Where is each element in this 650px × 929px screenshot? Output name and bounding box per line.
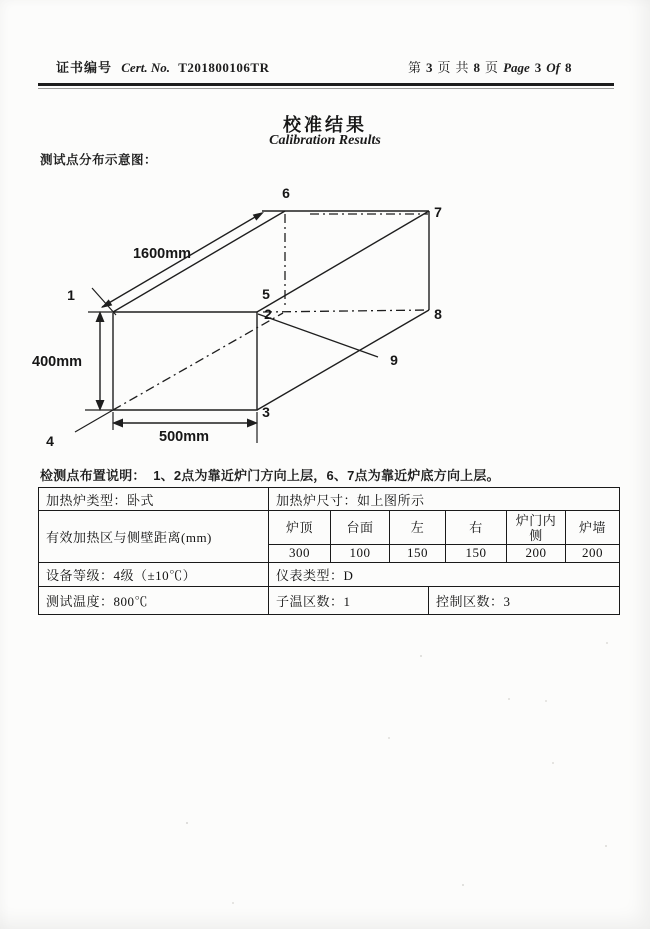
point-label-8: 8 xyxy=(434,306,442,322)
point-label-3: 3 xyxy=(262,404,270,420)
page-char: 页 xyxy=(485,60,499,75)
dimension-500 xyxy=(112,412,258,443)
diagram-caption: 测试点分布示意图： xyxy=(40,153,158,167)
page-total: 8 xyxy=(473,60,481,75)
column-value: 150 xyxy=(407,545,428,560)
arrowhead xyxy=(112,419,123,428)
scan-noise xyxy=(420,655,422,657)
page-char: 页 xyxy=(437,60,451,75)
column-value: 150 xyxy=(465,545,487,560)
cert-label-en: Cert. No. xyxy=(121,60,171,75)
table-row xyxy=(39,563,619,587)
arrowhead xyxy=(101,299,112,308)
point-label-4: 4 xyxy=(46,433,54,449)
column-value: 200 xyxy=(525,545,547,560)
column-furnace-wall xyxy=(566,511,619,562)
page-number: 3 xyxy=(426,60,433,75)
page-number-line xyxy=(408,57,577,76)
column-value: 100 xyxy=(349,545,371,560)
cert-label-cn: 证书编号 xyxy=(56,60,113,75)
page-char: 共 xyxy=(455,60,469,75)
box-hidden-edges xyxy=(113,214,429,410)
column-table-surface xyxy=(331,511,390,562)
furnace-type-cell: 加热炉类型：卧式 xyxy=(39,488,269,510)
column-door-inner xyxy=(507,511,566,562)
dimension-1600 xyxy=(101,212,264,308)
column-value: 300 xyxy=(289,545,310,560)
dim-height-label: 400mm xyxy=(32,354,82,370)
header-rule-thick xyxy=(38,83,614,86)
heating-zone-distance-label: 有效加热区与侧壁距离(mm) xyxy=(39,511,269,562)
point-label-7: 7 xyxy=(434,204,442,220)
arrowhead xyxy=(96,400,105,411)
device-grade-cell: 设备等级：4级（±10℃） xyxy=(39,563,269,586)
page-title: 校准结果 xyxy=(283,115,367,135)
column-header: 炉顶 xyxy=(269,511,330,545)
point-label-5: 5 xyxy=(262,286,270,302)
point-label-6: 6 xyxy=(282,185,290,201)
column-left xyxy=(390,511,446,562)
column-furnace-top xyxy=(269,511,331,562)
point-label-1: 1 xyxy=(67,287,75,303)
page-char: 第 xyxy=(408,60,422,75)
header-rule-thin xyxy=(38,88,614,89)
sub-zone-count-cell: 子温区数：1 xyxy=(269,587,429,614)
instrument-type-cell: 仪表类型：D xyxy=(276,568,354,583)
of-word-en: Of xyxy=(546,60,560,75)
diagram-labels xyxy=(32,185,442,449)
column-header: 台面 xyxy=(331,511,389,545)
point-label-9: 9 xyxy=(390,352,398,368)
box-solid-edges xyxy=(113,211,429,410)
dim-length-label: 1600mm xyxy=(132,246,192,262)
column-header: 炉墙 xyxy=(566,511,619,545)
cert-number-line xyxy=(56,57,270,76)
table-row xyxy=(39,488,619,511)
point-leader-lines xyxy=(75,288,378,432)
table-row xyxy=(39,511,619,563)
column-header: 炉门内侧 xyxy=(507,511,565,545)
arrowhead xyxy=(253,212,264,221)
point-label-2: 2 xyxy=(264,306,272,322)
page-title-en: Calibration Results xyxy=(269,133,381,148)
control-zone-count-cell: 控制区数：3 xyxy=(436,594,511,609)
page-word-en: Page xyxy=(503,60,530,75)
arrowhead xyxy=(96,311,105,322)
dim-width-label: 500mm xyxy=(159,429,209,445)
table-row xyxy=(39,587,619,614)
furnace-size-cell: 加热炉尺寸：如上图所示 xyxy=(276,492,425,508)
column-right xyxy=(446,511,507,562)
page-number-en: 3 xyxy=(534,60,542,75)
cert-number: T201800106TR xyxy=(178,60,270,75)
test-temperature-cell: 测试温度：800℃ xyxy=(39,587,269,614)
parameters-table xyxy=(38,487,620,615)
arrowhead xyxy=(247,419,258,428)
page-total-en: 8 xyxy=(565,60,572,75)
column-value: 200 xyxy=(582,545,603,560)
dimension-400 xyxy=(85,311,112,411)
column-header: 左 xyxy=(390,511,445,545)
placement-note: 检测点布置说明： 1、2点为靠近炉门方向上层，6、7点为靠近炉底方向上层。 xyxy=(40,468,500,483)
column-header: 右 xyxy=(446,511,506,545)
